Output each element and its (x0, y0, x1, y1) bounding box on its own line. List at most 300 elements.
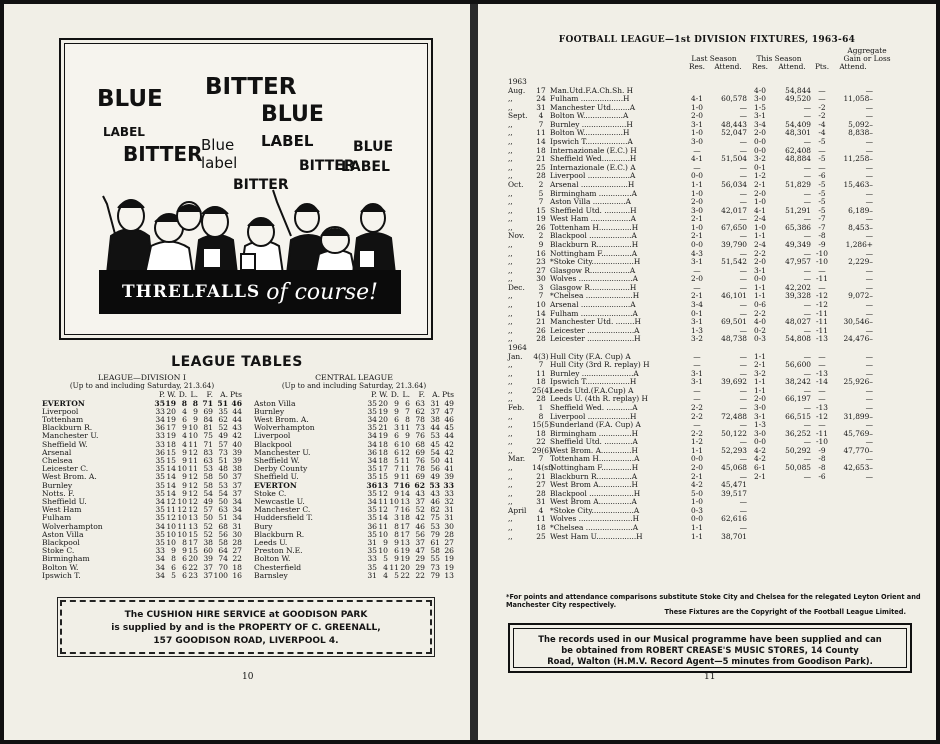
team-name: Stoke C. (254, 488, 287, 498)
stat-cell: 74 (218, 554, 228, 564)
fixture-cell (811, 490, 833, 499)
stat-cell: 4 (182, 439, 187, 449)
fixture-cell: — (803, 274, 811, 284)
fixture-cell: — (693, 282, 701, 292)
fixture-cell: — (865, 368, 873, 378)
stat-cell: 8 (192, 398, 198, 408)
stat-cell: 39 (203, 554, 213, 564)
stat-cell: 43 (232, 423, 242, 433)
fixture-cell: ,, (508, 317, 513, 327)
stat-cell: 15 (188, 546, 198, 556)
fixture-cell (833, 481, 873, 490)
stat-cell: 20 (166, 406, 176, 416)
stat-cell: 34 (232, 505, 242, 515)
stat-cell: 44 (232, 406, 242, 416)
threlfalls-banner (99, 270, 401, 314)
fixture-cell: 3-2 (691, 334, 703, 344)
fixture-cell: — (865, 402, 873, 412)
fixture-cell: — (865, 248, 873, 258)
fixture-cell: ,, (508, 480, 513, 490)
stat-cell: 38 (430, 415, 440, 425)
fixture-cell: 2-0 (691, 197, 703, 207)
copyright-note: These Fixtures are the Copyright of the Football League Limited. (664, 608, 906, 616)
fixture-cell (685, 78, 709, 87)
stat-cell: 35 (155, 538, 165, 548)
stat-cell: 49 (444, 398, 454, 408)
stat-cell: 49 (203, 497, 213, 507)
stat-cell: 33 (444, 488, 454, 498)
stat-cell: 9 (405, 431, 410, 441)
stat-cell: 9 (394, 406, 399, 416)
stat-cell: 17 (400, 529, 410, 539)
fixture-cell: 31,899– (843, 411, 873, 421)
stat-cell: 71 (203, 439, 213, 449)
fixture-cell: Blackburn R...............A (550, 471, 638, 481)
stat-cell: 9 (394, 472, 399, 482)
stat-cell: 19 (400, 546, 410, 556)
fixture-cell (833, 507, 873, 516)
fixture-cell (773, 490, 811, 499)
fixture-cell: -8 (818, 463, 826, 473)
col-header: A. (432, 390, 440, 400)
fixture-cell: Birmingham ..............A (550, 188, 637, 198)
fixture-cell: Aug. (508, 85, 526, 95)
stat-cell: 63 (218, 505, 228, 515)
stat-cell: 9 (394, 538, 399, 548)
fixture-cell: 3-1 (754, 411, 766, 421)
fixture-cell (811, 524, 833, 533)
stat-cell: 22 (415, 570, 425, 580)
stat-cell: 37 (232, 488, 242, 498)
fixture-cell: 2-0 (754, 257, 766, 267)
fixture-cell: 2-0 (691, 274, 703, 284)
stat-cell: 50 (218, 497, 228, 507)
table-subtitle: (Up to and including Saturday, 21.3.64) (281, 381, 427, 391)
stat-cell: 6 (394, 439, 399, 449)
footnote: *For points and attendance comparisons substitute Stoke City and Chelsea for the relegated Leyton Orient and Manchester City respectively. (506, 593, 921, 609)
fixture-cell (747, 481, 773, 490)
fixture-cell: — (739, 420, 747, 430)
fixture-cell: 2-4 (754, 239, 766, 249)
stat-cell: 34 (232, 513, 242, 523)
fixture-cell: 1-2 (754, 171, 766, 181)
fixture-cell: 11 (536, 368, 546, 378)
stat-cell: 50 (218, 472, 228, 482)
fixture-cell: ,, (508, 162, 513, 172)
stat-cell: 56 (430, 464, 440, 474)
stat-cell: 19 (378, 406, 388, 416)
fixture-cell: 28 (536, 334, 546, 344)
stat-cell: 46 (415, 521, 425, 531)
fixture-cell: 54,409 (785, 119, 811, 129)
fixture-cell: -5 (818, 137, 826, 147)
central-league-table (254, 374, 454, 580)
stat-cell: 7 (405, 406, 410, 416)
stat-cell: 37 (415, 497, 425, 507)
fixture-cell: ,, (508, 248, 513, 258)
stat-cell: 18 (378, 456, 388, 466)
stat-cell: 22 (188, 562, 198, 572)
fixture-cell: -7 (818, 222, 826, 232)
fixture-cell: 3-1 (691, 119, 703, 129)
stat-cell: 12 (188, 480, 198, 490)
fixture-cell: — (865, 188, 873, 198)
fixture-cell: — (865, 231, 873, 241)
fixture-cell: — (739, 497, 747, 507)
ad-word: BITTER (299, 158, 355, 174)
ad-word: LABEL (341, 159, 390, 175)
fixture-cell: 1-0 (691, 222, 703, 232)
col-header: P. (159, 390, 165, 400)
stat-cell: 35 (155, 480, 165, 490)
fixture-cell: 16 (536, 248, 546, 258)
fixture-cell: ,, (508, 411, 513, 421)
fixture-cell: ,, (508, 274, 513, 284)
fixture-cell: Tottenham H...............A (550, 454, 640, 464)
fixture-cell: — (739, 214, 747, 224)
fixture-cell: Hull City (F.A. Cup) A (550, 351, 631, 361)
fixture-cell (773, 524, 811, 533)
team-name: Derby County (254, 464, 308, 474)
table-title: CENTRAL LEAGUE (315, 373, 393, 382)
fixture-cell: ,, (508, 428, 513, 438)
fixture-cell: — (818, 282, 826, 292)
stat-cell: 9 (182, 546, 187, 556)
fixture-cell (747, 524, 773, 533)
cushion-hire-notice (60, 600, 432, 654)
pts-header: Pts. (814, 62, 830, 71)
fixture-cell: 51,542 (721, 257, 747, 267)
fixture-cell: ,, (508, 171, 513, 181)
fixture-cell: 1-0 (691, 188, 703, 198)
stat-cell: 37 (203, 570, 213, 580)
stat-cell: 6 (394, 415, 399, 425)
fixture-cell: 8,838– (848, 128, 873, 138)
stat-cell: 47 (415, 546, 425, 556)
fixture-cell: -13 (816, 334, 828, 344)
fixture-cell: 2-1 (754, 471, 766, 481)
fixture-cell: -12 (816, 411, 828, 421)
stat-cell: 53 (430, 521, 440, 531)
team-name: Notts. F. (42, 488, 75, 498)
fixture-cell: Sept. (508, 111, 528, 121)
stat-cell: 78 (415, 464, 425, 474)
stat-cell: 31 (367, 570, 377, 580)
fixture-cell: — (739, 111, 747, 121)
stat-cell: 36 (367, 521, 377, 531)
stat-cell: 11 (400, 456, 410, 466)
fixture-cell: — (693, 162, 701, 172)
stat-cell: 69 (203, 406, 213, 416)
fixture-cell: 18 (536, 523, 546, 533)
page-gutter (470, 4, 478, 740)
fixture-cell: ,, (508, 137, 513, 147)
fixture-cell: — (803, 437, 811, 447)
table-body (254, 400, 454, 580)
page-right (478, 4, 936, 740)
fixture-cell: 0-0 (691, 514, 703, 524)
fixture-cell: 4 (538, 111, 544, 121)
fixture-cell: 18 (536, 428, 546, 438)
stat-cell: 35 (218, 406, 228, 416)
fixture-cell: — (865, 308, 873, 318)
fixture-cell: -5 (818, 205, 826, 215)
fixture-cell: West Brom A..............A (550, 497, 637, 507)
fixture-cell: — (818, 265, 826, 275)
table-row (254, 572, 454, 580)
stat-cell: 58 (430, 546, 440, 556)
fixture-cell (747, 490, 773, 499)
fixture-cell: Nottingham F.............H (550, 463, 639, 473)
stat-cell: 37 (415, 538, 425, 548)
fixture-cell: 2-1 (754, 360, 766, 370)
fixture-cell: — (818, 145, 826, 155)
fixture-cell: 47,770– (843, 445, 873, 455)
fixture-cell: Dec. (508, 282, 525, 292)
fixture-cell: 42,202 (785, 282, 811, 292)
team-name: Sheffield W. (254, 456, 300, 466)
team-name: Bury (254, 521, 273, 531)
stat-cell: 35 (155, 513, 165, 523)
stat-cell: 44 (430, 423, 440, 433)
stat-cell: 34 (367, 439, 377, 449)
page-number: 11 (704, 672, 716, 682)
fixture-cell: 69,501 (721, 317, 747, 327)
stat-cell: 16 (232, 570, 242, 580)
fixture-cell: — (865, 145, 873, 155)
col-header: F. (206, 390, 213, 400)
fixture-cell: 0-0 (691, 454, 703, 464)
fixture-cell: 42,017 (721, 205, 747, 215)
team-name: Liverpool (254, 431, 291, 441)
stat-cell: 45 (444, 423, 454, 433)
fixture-cell: 56,034 (721, 179, 747, 189)
stat-cell: 52 (218, 423, 228, 433)
fixture-cell: — (865, 111, 873, 121)
fixture-cell: ,, (508, 463, 513, 473)
stat-cell: 54 (430, 447, 440, 457)
fixture-cell: ,, (508, 420, 513, 430)
stat-cell: 50 (203, 513, 213, 523)
stat-cell: 33 (155, 546, 165, 556)
stat-cell: 5 (394, 456, 399, 466)
fixture-cell: ,, (508, 531, 513, 541)
stat-cell: 36 (367, 447, 377, 457)
fixture-cell: — (803, 102, 811, 112)
stat-cell: 47 (444, 406, 454, 416)
fixture-cell: Sheffield Utd. ...........H (550, 205, 637, 215)
fixture-row (508, 335, 918, 344)
fixture-cell: 4-0 (754, 317, 766, 327)
fixture-cell: ,, (508, 291, 513, 301)
fixture-cell: — (803, 111, 811, 121)
fixture-cell: 6-1 (754, 463, 766, 473)
fixture-cell: Internazionale (E.C.) H (550, 145, 637, 155)
fixture-cell: Ipswich T..................A (550, 137, 633, 147)
fixture-cell: -8 (818, 231, 826, 241)
stat-cell: 31 (367, 538, 377, 548)
stat-cell: 6 (182, 562, 187, 572)
stat-cell: 5 (383, 554, 388, 564)
fixture-cell (747, 533, 773, 542)
fixture-cell: 4-1 (691, 154, 703, 164)
fixture-cell: 48,738 (721, 334, 747, 344)
fixture-cell (833, 515, 873, 524)
fixture-cell (773, 481, 811, 490)
team-name: Liverpool (42, 406, 79, 416)
fixture-cell: — (818, 162, 826, 172)
fixture-cell: -13 (816, 402, 828, 412)
fixture-cell: 0-2 (754, 325, 766, 335)
fixture-cell: 7 (538, 291, 544, 301)
fixture-cell: 3-1 (691, 257, 703, 267)
fixture-cell: — (739, 102, 747, 112)
fixture-cell: 7 (538, 360, 544, 370)
fixture-cell: 60,578 (721, 94, 747, 104)
fixture-cell: — (865, 85, 873, 95)
fixture-cell: ,, (508, 394, 513, 404)
stat-cell: 19 (165, 398, 176, 408)
fixture-cell: 50,085 (785, 463, 811, 473)
fixture-cell: 0-0 (754, 437, 766, 447)
stat-cell: 34 (155, 415, 165, 425)
fixture-cell: — (865, 437, 873, 447)
table-title: LEAGUE—DIVISION I (97, 373, 187, 382)
fixture-cell (811, 481, 833, 490)
fixture-cell: 10 (536, 300, 546, 310)
fixture-cell: Liverpool ..................A (550, 171, 636, 181)
stat-cell: 36 (366, 480, 377, 490)
team-name: Aston Villa (254, 398, 296, 408)
team-name: Birmingham (42, 554, 90, 564)
fixture-cell: 2-0 (754, 188, 766, 198)
stat-cell: 18 (378, 447, 388, 457)
team-name: Stoke C. (42, 546, 75, 556)
fixture-cell: 11,258– (843, 154, 873, 164)
fixture-cell: 24,476– (843, 334, 873, 344)
fixture-cell: 2-0 (754, 128, 766, 138)
stat-cell: 15 (166, 456, 176, 466)
fixture-cell: -12 (816, 300, 828, 310)
stat-cell: 50 (430, 456, 440, 466)
team-name: Barnsley (254, 570, 288, 580)
stat-cell: 35 (367, 513, 377, 523)
fixture-cell: 1-1 (754, 231, 766, 241)
fixture-cell (811, 533, 833, 542)
table-subtitle: (Up to and including Saturday, 21.3.64) (69, 381, 215, 391)
fixture-cell: ,, (508, 514, 513, 524)
fixture-cell (811, 515, 833, 524)
stat-cell: 22 (232, 554, 242, 564)
stat-cell: 9 (182, 488, 187, 498)
fixture-cell: 4-1 (691, 94, 703, 104)
stat-cell: 81 (203, 423, 213, 433)
fixture-cell: — (739, 274, 747, 284)
fixture-cell: 1-1 (691, 445, 703, 455)
fixture-cell: 14 (536, 308, 546, 318)
fixture-cell: 39,790 (721, 239, 747, 249)
res-header: Res. (688, 62, 706, 71)
stat-cell: 45 (430, 439, 440, 449)
fixture-cell (811, 498, 833, 507)
fixture-cell: -2 (818, 111, 826, 121)
stat-cell: 7 (393, 480, 399, 490)
header-label: This Season (756, 54, 802, 63)
fixture-cell: -5 (818, 179, 826, 189)
fixture-cell: — (693, 265, 701, 275)
team-name: Blackpool (42, 538, 80, 548)
stat-cell: 31 (444, 513, 454, 523)
fixture-cell: 0-3 (691, 505, 703, 515)
fixture-cell: 1-1 (691, 523, 703, 533)
fixture-cell: 62,408 (785, 145, 811, 155)
fixture-cell: 2-2 (754, 248, 766, 258)
stat-cell: 33 (443, 480, 454, 490)
fixture-cell: ,, (508, 239, 513, 249)
fixture-cell: -11 (816, 325, 828, 335)
fixture-cell: Oct. (508, 179, 524, 189)
fixture-cell: 28 (536, 171, 546, 181)
fixture-cell: 48,443 (721, 119, 747, 129)
fixture-cell: 0-0 (691, 171, 703, 181)
stat-cell: 12 (188, 488, 198, 498)
fixture-cell (833, 524, 873, 533)
fixture-cell: 3-0 (691, 205, 703, 215)
fixture-cell (833, 490, 873, 499)
fixture-cell: 1 (538, 402, 544, 412)
fixture-cell: ,, (508, 325, 513, 335)
notice-line: The records used in our Musical programme have been supplied and can (538, 634, 882, 644)
fixture-cell: — (739, 394, 747, 404)
fixture-cell: 51,829 (785, 179, 811, 189)
fixture-cell: ,, (508, 488, 513, 498)
fixture-cell: ,, (508, 102, 513, 112)
fixture-cell: — (803, 454, 811, 464)
fixture-cell: — (739, 171, 747, 181)
stat-cell: 57 (218, 439, 228, 449)
fixture-cell: 39,328 (785, 291, 811, 301)
fixture-cell: — (818, 394, 826, 404)
fixture-cell: 2 (538, 179, 544, 189)
stat-cell: 19 (166, 431, 176, 441)
stat-cell: 18 (166, 439, 176, 449)
stat-cell: 33 (155, 406, 165, 416)
team-name: Burnley (42, 480, 73, 490)
fixture-cell: West Brom A..............H (550, 480, 638, 490)
stat-cell: 10 (389, 497, 399, 507)
fixture-cell: 3-0 (754, 94, 766, 104)
fixture-cell: 25,926– (843, 377, 873, 387)
page-left (4, 4, 470, 740)
fixture-cell (833, 498, 873, 507)
fixture-cell (747, 507, 773, 516)
fixture-cell: Leicester ....................A (550, 325, 640, 335)
fixture-cell: — (803, 385, 811, 395)
fixture-cell: 1-0 (691, 497, 703, 507)
fixture-cell: 2-1 (691, 471, 703, 481)
fixture-cell: Man.Utd.F.A.Ch.Sh. H (550, 85, 634, 95)
stat-cell: 33 (367, 554, 377, 564)
fixture-cell: — (803, 471, 811, 481)
fixture-cell: — (803, 171, 811, 181)
stat-cell: 34 (367, 431, 377, 441)
team-name: Aston Villa (42, 529, 84, 539)
fixture-cell: Blackpool ..................A (550, 231, 637, 241)
fixture-cell: -5 (818, 154, 826, 164)
fixture-cell: ,, (508, 385, 513, 395)
team-name: Blackburn R. (254, 529, 305, 539)
fixture-cell: — (739, 137, 747, 147)
